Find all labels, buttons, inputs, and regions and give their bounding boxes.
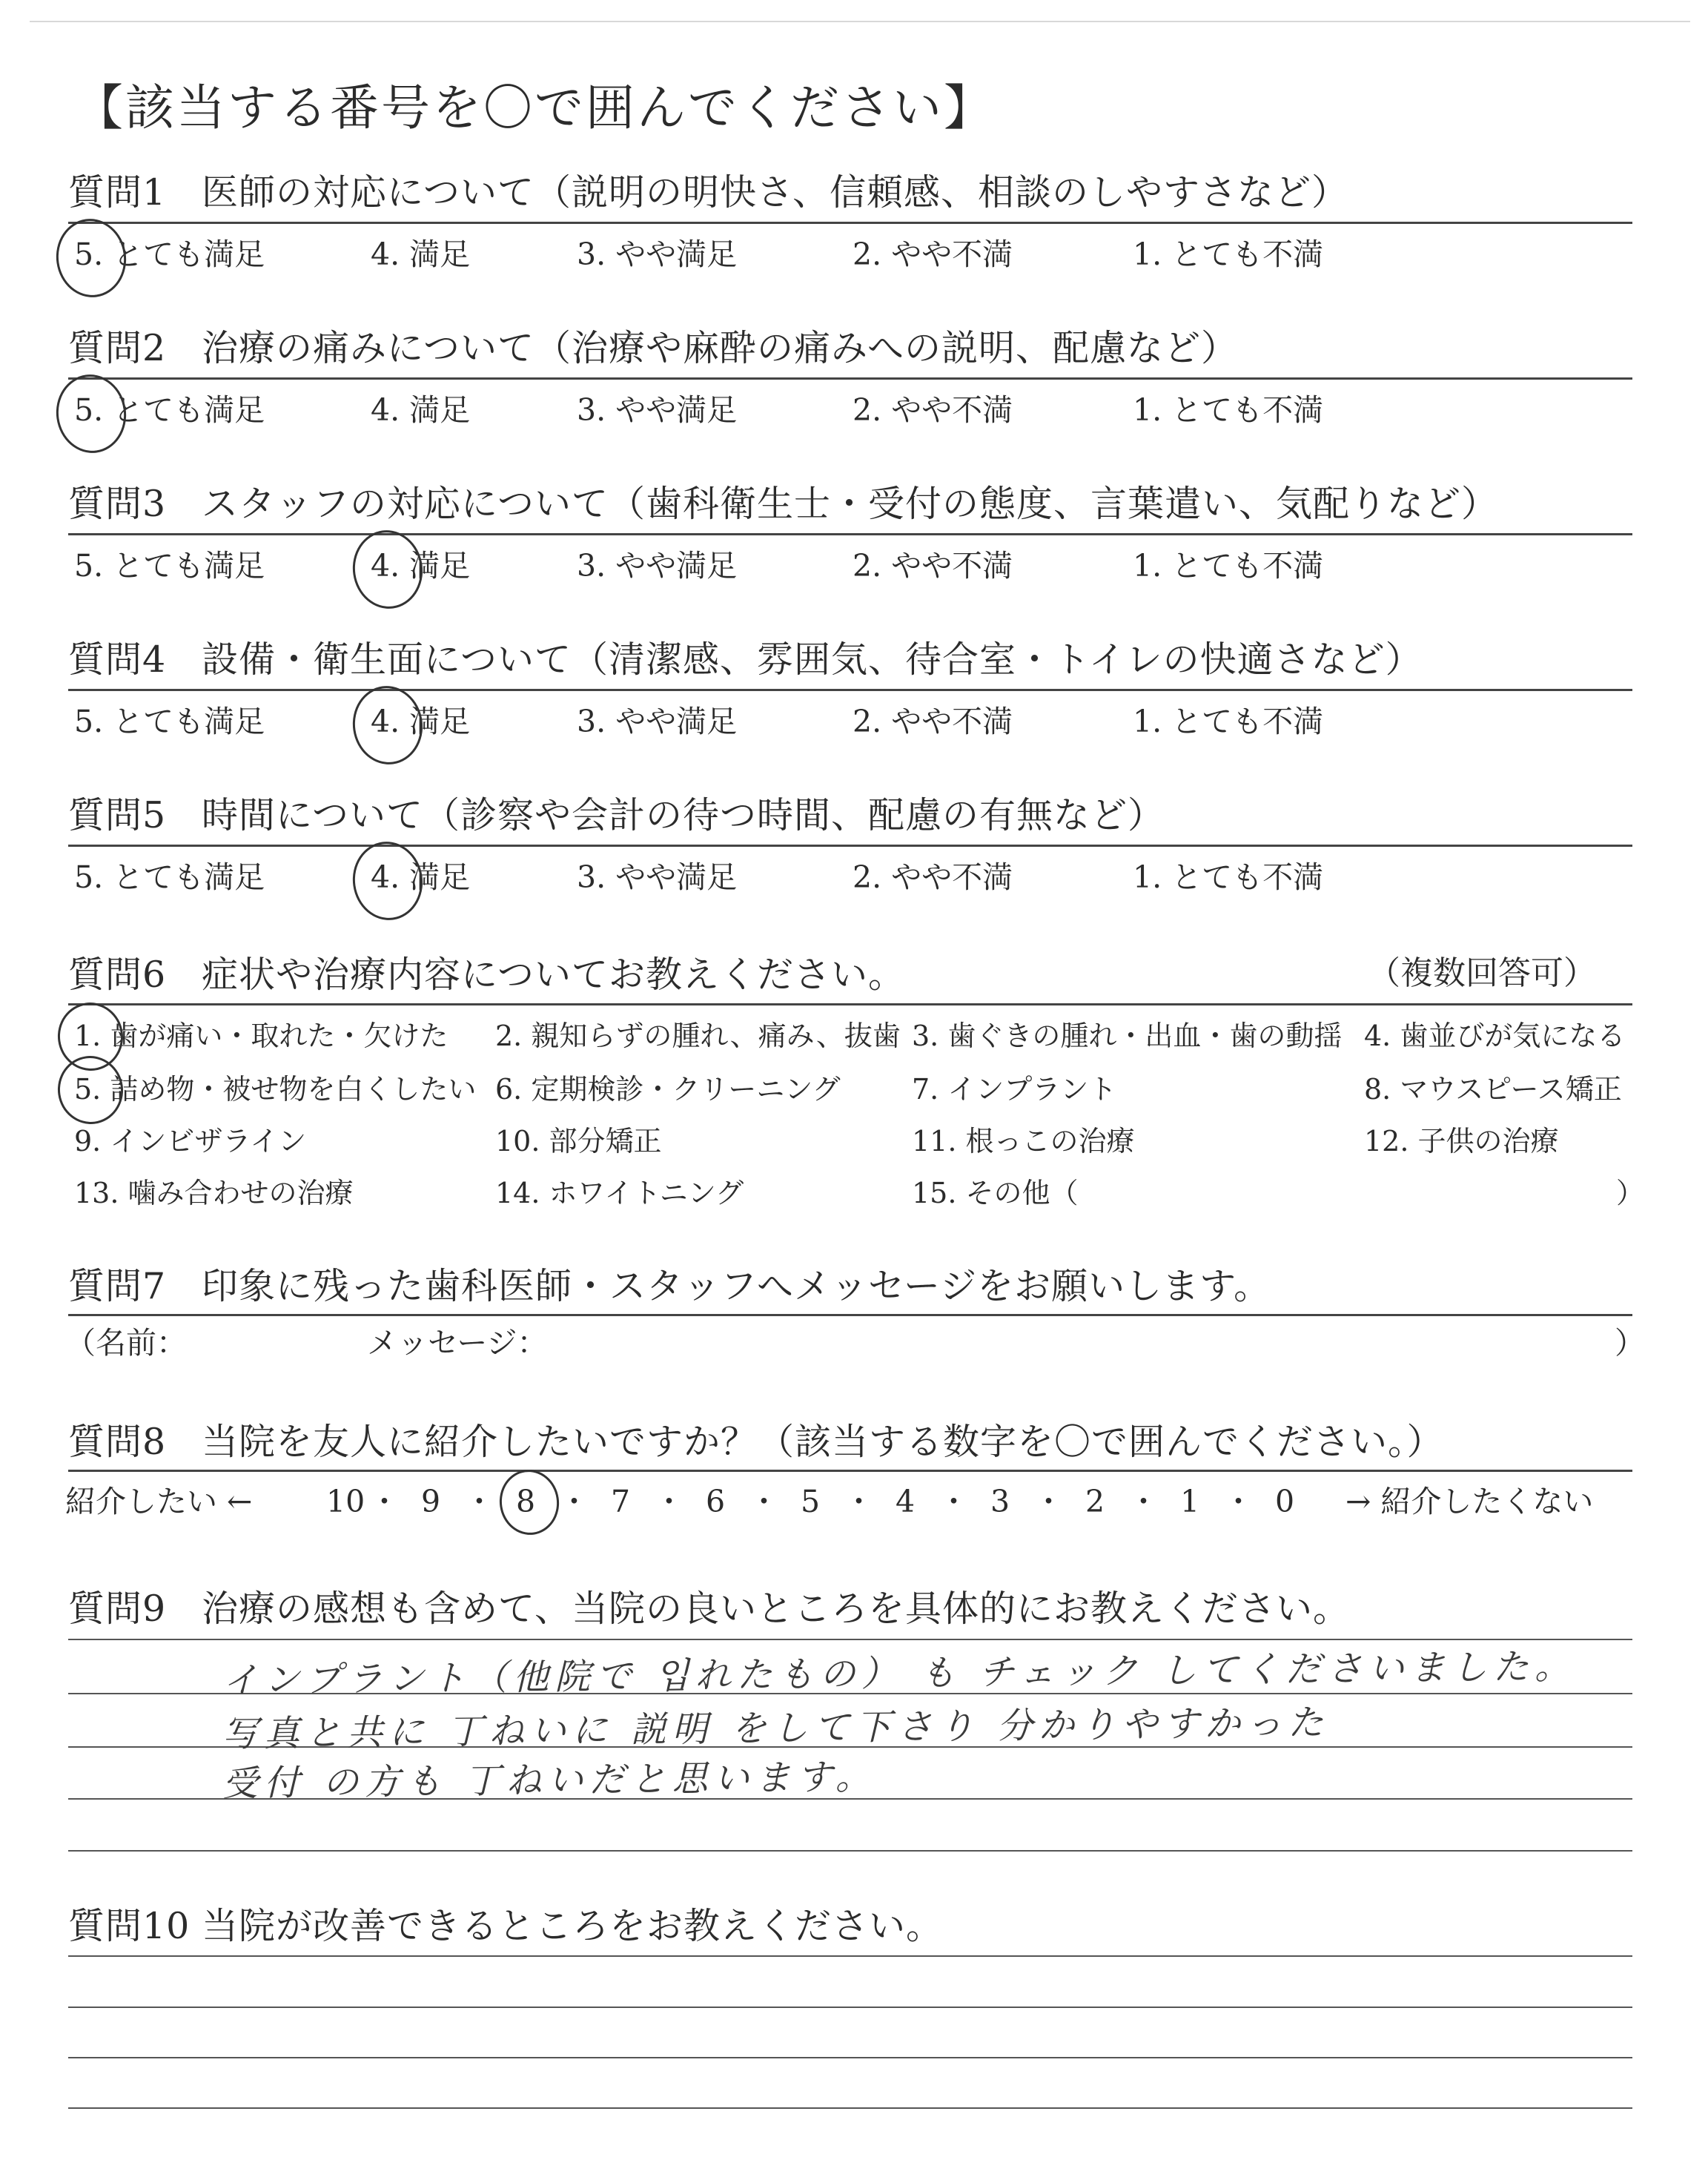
question-number: 質問7: [68, 1265, 167, 1307]
question-text: 治療の感想も含めて、当院の良いところを具体的にお教えください。: [202, 1588, 1351, 1630]
rating-option[interactable]: 5. とても満足: [74, 392, 265, 428]
rating-option[interactable]: 2. やや不満: [853, 704, 1013, 739]
rating-option[interactable]: 3. やや満足: [577, 859, 738, 895]
symptom-option[interactable]: 10. 部分矯正: [495, 1125, 662, 1157]
top-border: [30, 21, 1690, 22]
symptom-option[interactable]: 13. 噛み合わせの治療: [74, 1177, 354, 1209]
recommend-score[interactable]: 6: [706, 1484, 726, 1519]
question-4-rule: [68, 689, 1632, 691]
rating-option[interactable]: 2. やや不満: [853, 237, 1013, 272]
handwritten-answer-line-2: 写真と共に 丁ねいに 説明 をして下さり 分かりやすかった: [222, 1702, 1330, 1755]
question-6-heading: [68, 954, 906, 996]
rating-option[interactable]: 4. 満足: [371, 548, 471, 584]
question-number: 質問3: [68, 483, 167, 525]
symptom-option[interactable]: 5. 詰め物・被せ物を白くしたい: [74, 1073, 477, 1106]
question-4-heading: [68, 638, 1423, 681]
answer-line: [68, 2007, 1632, 2008]
rating-option[interactable]: 5. とても満足: [74, 548, 265, 584]
recommend-score[interactable]: 7: [611, 1484, 631, 1519]
question-number: 質問6: [68, 954, 167, 996]
rating-option[interactable]: 4. 満足: [371, 237, 471, 272]
question-2-heading: [68, 327, 1239, 369]
rating-option[interactable]: 2. やや不満: [853, 859, 1013, 895]
rating-option[interactable]: 4. 満足: [371, 704, 471, 739]
rating-option[interactable]: 2. やや不満: [853, 392, 1013, 428]
answer-line: [68, 1850, 1632, 1852]
symptom-option[interactable]: 15. その他（: [912, 1177, 1079, 1209]
handwritten-answer-line-3: 受付 の方も 丁ねいだと思います。: [222, 1756, 878, 1805]
symptom-option[interactable]: 14. ホワイトニング: [495, 1177, 744, 1209]
handwritten-answer-line-1: インプラント（他院で 입れたもの） も チェック してくださいました。: [222, 1645, 1577, 1702]
answer-line: [68, 2107, 1632, 2109]
scale-separator: ・: [1128, 1484, 1159, 1519]
selected-circle-mark: [495, 1466, 563, 1539]
scale-separator: ・: [749, 1484, 779, 1519]
symptom-option[interactable]: 2. 親知らずの腫れ、痛み、抜歯: [495, 1020, 901, 1052]
selected-circle-mark: [348, 837, 428, 925]
symptom-option[interactable]: 12. 子供の治療: [1364, 1125, 1559, 1157]
question-number: 質問10: [68, 1905, 191, 1947]
rating-option[interactable]: 2. やや不満: [853, 548, 1013, 584]
selected-circle-mark: [51, 370, 131, 458]
question-1-heading: [68, 171, 1349, 214]
question-7-heading: [68, 1265, 1271, 1307]
question-text: スタッフの対応について（歯科衛生士・受付の態度、言葉遣い、気配りなど）: [202, 483, 1499, 525]
recommend-right-label: → 紹介したくない: [1345, 1484, 1594, 1519]
question-9-heading: [68, 1588, 1351, 1630]
recommend-left-label: 紹介したい ←: [65, 1484, 253, 1519]
recommend-score[interactable]: 1: [1180, 1484, 1200, 1519]
other-closing-paren: ）: [1616, 1177, 1645, 1209]
closing-paren: ）: [1615, 1325, 1645, 1361]
scale-separator: ・: [939, 1484, 969, 1519]
rating-option[interactable]: 5. とても満足: [74, 704, 265, 739]
question-1-rule: [68, 222, 1632, 224]
symptom-option[interactable]: 3. 歯ぐきの腫れ・出血・歯の動揺: [912, 1020, 1343, 1052]
question-number: 質問2: [68, 327, 167, 369]
scale-separator: ・: [844, 1484, 874, 1519]
question-8-rule: [68, 1470, 1632, 1472]
multiple-answer-note: （複数回答可）: [1368, 954, 1596, 992]
question-text: 治療の痛みについて（治療や麻酔の痛みへの説明、配慮など）: [202, 327, 1239, 369]
rating-option[interactable]: 4. 満足: [371, 392, 471, 428]
symptom-option[interactable]: 9. インビザライン: [74, 1125, 307, 1157]
question-number: 質問5: [68, 794, 167, 836]
rating-option[interactable]: 5. とても満足: [74, 237, 265, 272]
selected-circle-mark: [53, 1051, 128, 1128]
recommend-score[interactable]: 4: [896, 1484, 916, 1519]
question-text: 時間について（診察や会計の待つ時間、配慮の有無など）: [202, 794, 1165, 836]
question-text: 当院を友人に紹介したいですか？（該当する数字を〇で囲んでください。）: [202, 1421, 1444, 1463]
page-title: 【該当する番号を〇で囲んでください】: [74, 79, 995, 136]
symptom-option[interactable]: 8. マウスピース矯正: [1364, 1073, 1622, 1106]
rating-option[interactable]: 3. やや満足: [577, 548, 738, 584]
rating-option[interactable]: 1. とても不満: [1133, 859, 1324, 895]
rating-option[interactable]: 3. やや満足: [577, 392, 738, 428]
question-6-rule: [68, 1003, 1632, 1005]
question-number: 質問9: [68, 1588, 167, 1630]
question-text: 当院が改善できるところをお教えください。: [202, 1905, 944, 1947]
symptom-option[interactable]: 4. 歯並びが気になる: [1364, 1020, 1626, 1052]
symptom-option[interactable]: 7. インプラント: [912, 1073, 1117, 1106]
question-number: 質問1: [68, 171, 167, 214]
scale-separator: ・: [1223, 1484, 1254, 1519]
question-3-heading: [68, 483, 1499, 525]
rating-option[interactable]: 3. やや満足: [577, 237, 738, 272]
rating-option[interactable]: 4. 満足: [371, 859, 471, 895]
question-number: 質問8: [68, 1421, 167, 1463]
selected-circle-mark: [348, 526, 428, 613]
answer-line: [68, 2057, 1632, 2058]
recommend-score[interactable]: 3: [990, 1484, 1010, 1519]
question-5-rule: [68, 845, 1632, 847]
question-2-rule: [68, 377, 1632, 380]
question-3-rule: [68, 533, 1632, 535]
recommend-score[interactable]: 10: [326, 1484, 365, 1519]
question-8-heading: [68, 1421, 1444, 1463]
rating-option[interactable]: 3. やや満足: [577, 704, 738, 739]
recommend-score[interactable]: 0: [1275, 1484, 1295, 1519]
selected-circle-mark: [348, 681, 428, 769]
rating-option[interactable]: 1. とても不満: [1133, 704, 1324, 739]
symptom-option[interactable]: 11. 根っこの治療: [912, 1125, 1135, 1157]
question-text: 印象に残った歯科医師・スタッフへメッセージをお願いします。: [202, 1265, 1271, 1307]
selected-circle-mark: [51, 214, 131, 302]
question-text: 医師の対応について（説明の明快さ、信頼感、相談のしやすさなど）: [202, 171, 1349, 214]
scale-separator: ・: [559, 1484, 589, 1519]
symptom-option[interactable]: 6. 定期検診・クリーニング: [495, 1073, 841, 1106]
scale-separator: ・: [464, 1484, 494, 1519]
question-text: 症状や治療内容についてお教えください。: [202, 954, 906, 996]
recommend-score[interactable]: 8: [516, 1484, 536, 1519]
scale-separator: ・: [1033, 1484, 1064, 1519]
scale-separator: ・: [654, 1484, 684, 1519]
rating-option[interactable]: 1. とても不満: [1133, 237, 1324, 272]
question-text: 設備・衛生面について（清潔感、雰囲気、待合室・トイレの快適さなど）: [202, 638, 1423, 681]
answer-line: [68, 1955, 1632, 1957]
question-number: 質問4: [68, 638, 167, 681]
recommend-score[interactable]: 2: [1085, 1484, 1105, 1519]
name-label: （名前：: [65, 1325, 187, 1361]
rating-option[interactable]: 1. とても不満: [1133, 548, 1324, 584]
message-label: メッセージ：: [367, 1325, 548, 1361]
recommend-score[interactable]: 5: [801, 1484, 821, 1519]
scale-separator: ・: [369, 1484, 400, 1519]
question-10-heading: [68, 1905, 944, 1947]
question-5-heading: [68, 794, 1165, 836]
symptom-option[interactable]: 1. 歯が痛い・取れた・欠けた: [74, 1020, 448, 1052]
recommend-score[interactable]: 9: [421, 1484, 441, 1519]
question-7-rule: [68, 1314, 1632, 1316]
rating-option[interactable]: 1. とても不満: [1133, 392, 1324, 428]
rating-option[interactable]: 5. とても満足: [74, 859, 265, 895]
